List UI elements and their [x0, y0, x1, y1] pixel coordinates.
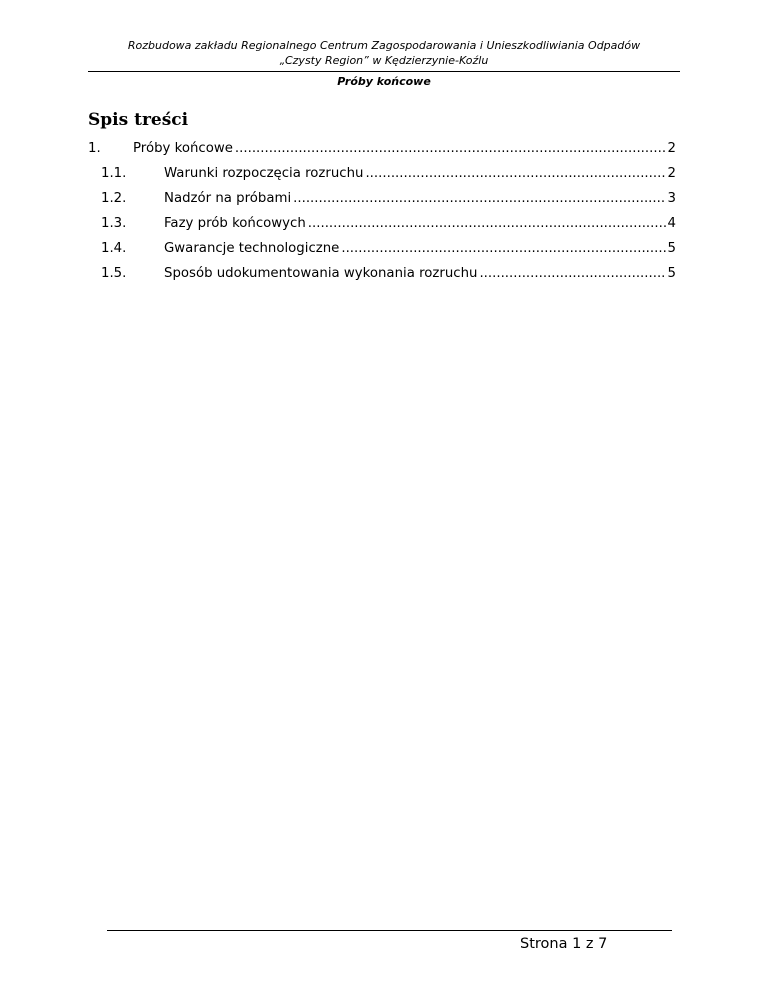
toc-entry-1-2[interactable]	[88, 190, 676, 208]
toc-entry-text: Fazy prób końcowych	[164, 216, 306, 231]
toc-entry-page: 2	[667, 166, 676, 181]
toc-entry-text: Gwarancje technologiczne	[164, 241, 340, 256]
toc-entry-page: 4	[667, 216, 676, 231]
toc-entry-1-5[interactable]	[88, 265, 676, 283]
toc-dot-leader	[235, 140, 666, 158]
toc-entry-page: 2	[667, 141, 676, 156]
toc-entry-text: Nadzór na próbami	[164, 191, 292, 206]
toc-entry-page: 3	[667, 191, 676, 206]
page-header	[88, 38, 680, 68]
toc-entry-number: 1.5.	[101, 266, 127, 281]
header-divider	[88, 71, 680, 72]
toc-entry-text: Warunki rozpoczęcia rozruchu	[164, 166, 364, 181]
toc-entry-1-3[interactable]	[88, 215, 676, 233]
footer-divider	[107, 930, 672, 931]
header-section-title: Próby końcowe	[337, 75, 431, 88]
toc-entry-1-4[interactable]	[88, 240, 676, 258]
toc-entry-number: 1.2.	[101, 191, 127, 206]
toc-dot-leader	[341, 240, 665, 258]
toc-dot-leader	[479, 265, 665, 283]
toc-entry-1[interactable]	[88, 140, 676, 158]
page-number: Strona 1 z 7	[520, 936, 608, 952]
header-line-2: „Czysty Region” w Kędzierzynie-Koźlu	[279, 54, 489, 67]
toc-entry-text: Próby końcowe	[133, 141, 233, 156]
toc-title: Spis treści	[88, 110, 189, 130]
toc-entry-number: 1.3.	[101, 216, 127, 231]
toc-entry-page: 5	[667, 241, 676, 256]
toc-entry-text: Sposób udokumentowania wykonania rozruchu	[164, 266, 478, 281]
toc-entry-number: 1.	[88, 141, 101, 156]
header-line-1: Rozbudowa zakładu Regionalnego Centrum Zagospodarowania i Unieszkodliwiania Odpadów	[127, 39, 641, 52]
toc-dot-leader	[365, 165, 665, 183]
toc-entry-1-1[interactable]	[88, 165, 676, 183]
toc-entry-page: 5	[667, 266, 676, 281]
toc-entry-number: 1.1.	[101, 166, 127, 181]
toc-dot-leader	[308, 215, 666, 233]
toc-dot-leader	[293, 190, 665, 208]
toc-entry-number: 1.4.	[101, 241, 127, 256]
